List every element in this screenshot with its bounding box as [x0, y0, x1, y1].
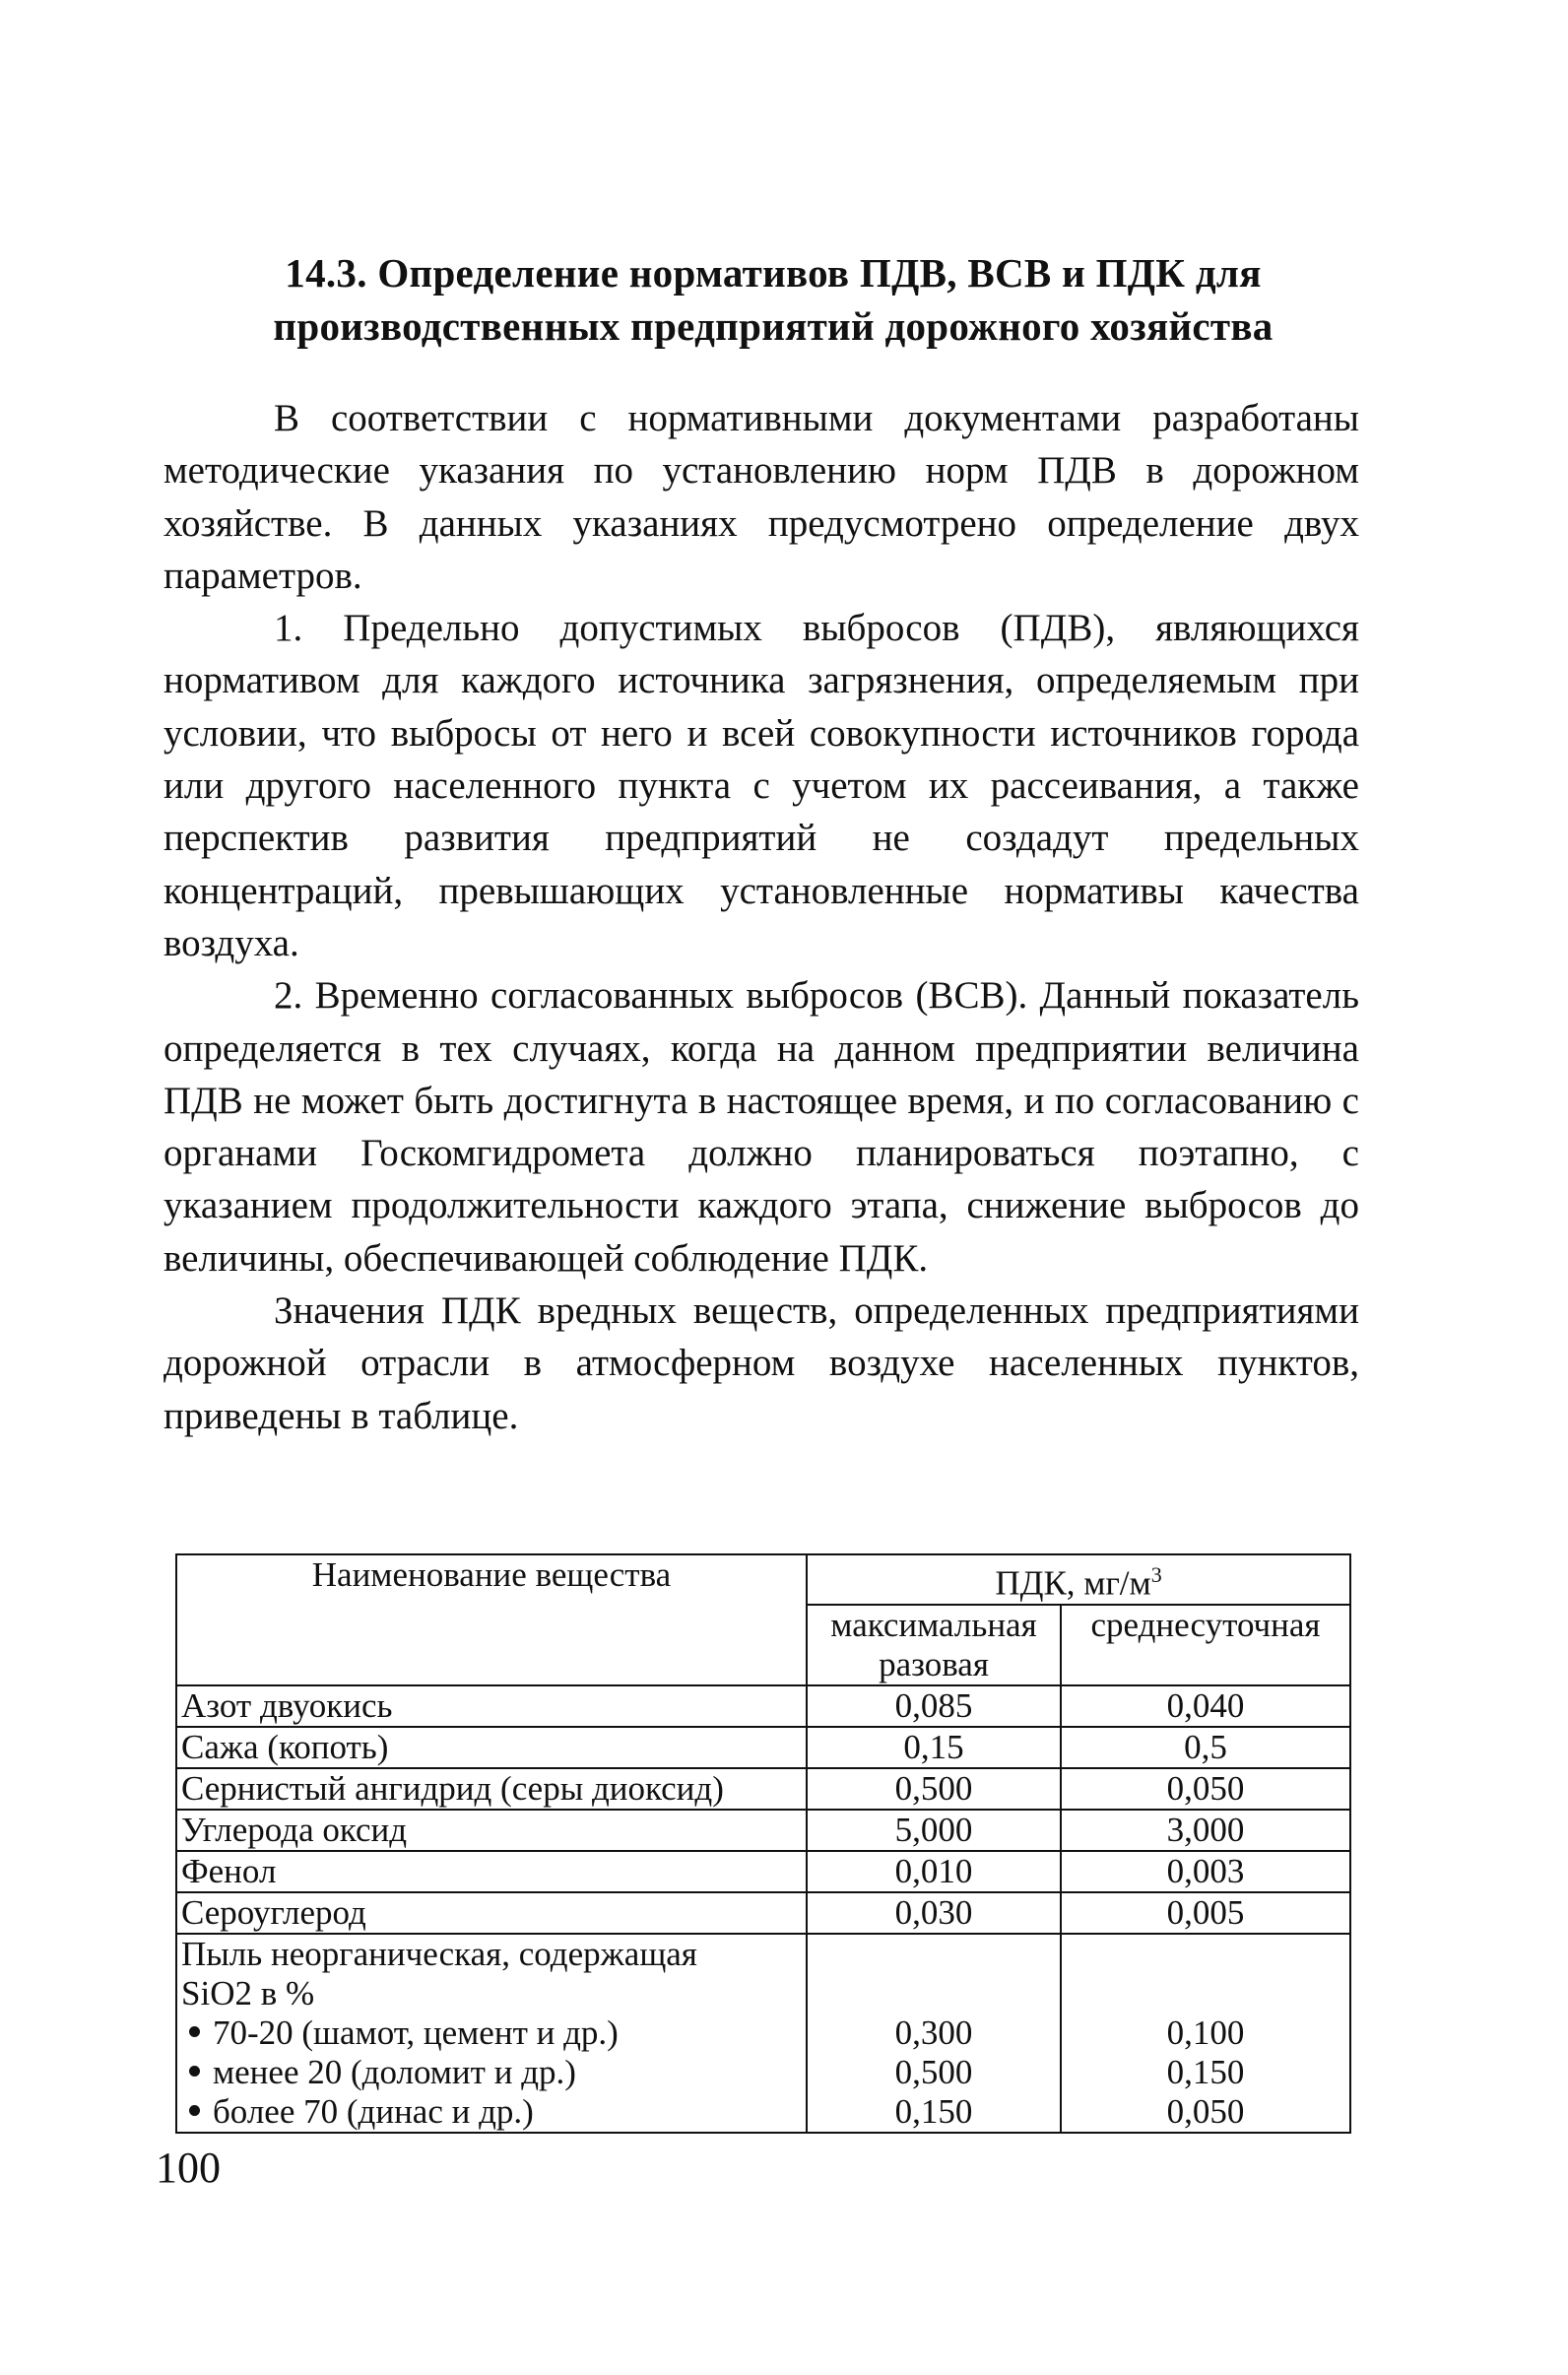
substance-name: Азот двуокись: [176, 1685, 807, 1727]
heading-line-1: 14.3. Определение нормативов ПДВ, ВСВ и ПДК для: [285, 250, 1262, 296]
heading-line-2: производственных предприятий дорожного хозяйства: [273, 303, 1274, 349]
pdk-avg: 0,050: [1166, 2091, 1245, 2131]
list-item: 70-20 (шамот, цемент и др.): [181, 2013, 802, 2053]
pdk-max: 0,500: [807, 1768, 1061, 1810]
substance-name: Углерода оксид: [176, 1810, 807, 1851]
dust-max-values: [807, 1934, 1061, 2133]
substance-name: Сернистый ангидрид (серы диоксид): [176, 1768, 807, 1810]
dust-list: [181, 2013, 802, 2132]
pdk-max: 0,15: [807, 1727, 1061, 1768]
table-row: [176, 1810, 1350, 1851]
pdk-max: 0,300: [894, 2012, 973, 2052]
table-row: [176, 1685, 1350, 1727]
bullet-icon: [189, 2026, 200, 2037]
header-pdk: ПДК, $мг/м^3$: [807, 1554, 1350, 1605]
table-row: [176, 1851, 1350, 1892]
list-item: более 70 (динас и др.): [181, 2092, 802, 2132]
pdk-max: 0,500: [894, 2052, 973, 2091]
dust-group: [176, 1934, 807, 2133]
pdk-avg: 0,040: [1061, 1685, 1350, 1727]
body-text: [163, 392, 1359, 1442]
header-max: максимальная разовая: [807, 1605, 1061, 1685]
page-number: 100: [156, 2144, 221, 2192]
table-row: [176, 1768, 1350, 1810]
paragraph-vsv: 2. Временно согласованных выбросов (ВСВ). Данный показатель определяется в тех случаях, когда на данном предприятии величина ПДВ не может быть достигнута в настоящее время, и по согласованию с органами Госкомгидромета должно планироваться поэтапно, с указанием продолжительности каждого этапа, снижение выбросов до величины, обеспечивающей соблюдение ПДК.: [163, 974, 1359, 1280]
pdk-avg: 0,5: [1061, 1727, 1350, 1768]
substance-name: Сажа (копоть): [176, 1727, 807, 1768]
header-avg: среднесуточная: [1061, 1605, 1350, 1685]
pdk-table: [175, 1553, 1351, 2134]
pdk-max: 0,085: [807, 1685, 1061, 1727]
dust-title-2: SiO2 в %: [181, 1973, 315, 2012]
pdk-max: 0,150: [894, 2091, 973, 2131]
substance-name: Фенол: [176, 1851, 807, 1892]
paragraph-intro: В соответствии с нормативными документами разработаны методические указания по установлению норм ПДВ в дорожном хозяйстве. В данных указаниях предусмотрено определение двух параметров.: [163, 397, 1359, 597]
pdk-avg: 0,050: [1061, 1768, 1350, 1810]
header-substance: Наименование вещества: [176, 1554, 807, 1685]
dust-title-1: Пыль неорганическая, содержащая: [181, 1934, 697, 1973]
list-item: менее 20 (доломит и др.): [181, 2053, 802, 2092]
pdk-avg: 0,100: [1166, 2012, 1245, 2052]
table-row-dust: [176, 1934, 1350, 2133]
pdk-max: 5,000: [807, 1810, 1061, 1851]
bullet-icon: [189, 2105, 200, 2116]
table-row: [176, 1892, 1350, 1934]
substance-name: Сероуглерод: [176, 1892, 807, 1934]
pdk-avg: 0,150: [1166, 2052, 1245, 2091]
table-header-row: [176, 1554, 1350, 1605]
pdk-max: 0,010: [807, 1851, 1061, 1892]
pdk-max: 0,030: [807, 1892, 1061, 1934]
section-heading: [167, 246, 1379, 353]
pdk-avg: 0,003: [1061, 1851, 1350, 1892]
pdk-avg: 3,000: [1061, 1810, 1350, 1851]
pdk-avg: 0,005: [1061, 1892, 1350, 1934]
table-row: [176, 1727, 1350, 1768]
paragraph-pdv: 1. Предельно допустимых выбросов (ПДВ), являющихся нормативом для каждого источника загрязнения, определяемым при условии, что выбросы от него и всей совокупности источников города или другого населенного пункта с учетом их рассеивания, а также перспектив развития предприятий не создадут предельных концентраций, превышающих установленные нормативы качества воздуха.: [163, 607, 1359, 964]
paragraph-table-intro: Значения ПДК вредных веществ, определенных предприятиями дорожной отрасли в атмосферном воздухе населенных пунктов, приведены в таблице.: [163, 1289, 1359, 1437]
dust-avg-values: [1061, 1934, 1350, 2133]
bullet-icon: [189, 2066, 200, 2077]
